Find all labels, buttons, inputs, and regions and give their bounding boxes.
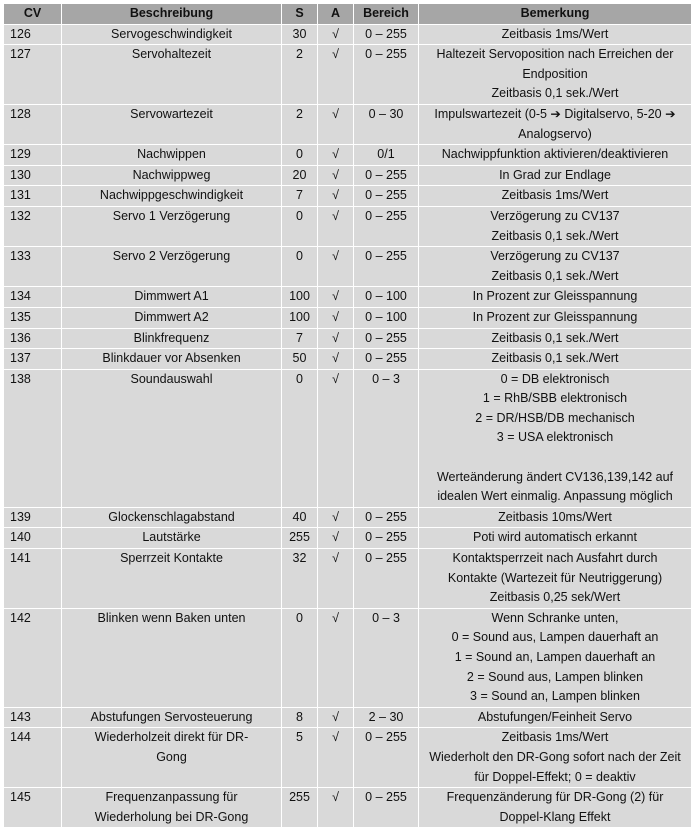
table-row (4, 45, 692, 105)
table-row (4, 349, 692, 370)
cell-a: √ (318, 707, 354, 728)
cell-note-line: Zeitbasis 1ms/Wert (501, 730, 609, 745)
cell-note-line: Impulswartezeit (0-5 ➔ Digitalservo, 5-20 ➔ (434, 106, 676, 121)
cell-description-line: Servo 1 Verzögerung (112, 208, 231, 223)
cell-note-line: Zeitbasis 0,1 sek./Wert (491, 330, 619, 345)
cell-description-line: Abstufungen Servosteuerung (90, 709, 253, 724)
table-row (4, 247, 692, 287)
cell-range: 0 – 255 (354, 247, 419, 287)
table-row (4, 206, 692, 246)
cell-note (419, 349, 692, 370)
cell-range: 0 – 255 (354, 349, 419, 370)
cell-note (419, 707, 692, 728)
cell-range: 0 – 30 (354, 104, 419, 144)
cell-description-line: Blinken wenn Baken unten (97, 610, 246, 625)
cell-cv: 138 (4, 369, 62, 507)
cell-cv: 127 (4, 45, 62, 105)
header-note: Bemerkung (419, 4, 692, 25)
table-row (4, 728, 692, 788)
cell-cv: 145 (4, 788, 62, 828)
cell-range: 0 – 255 (354, 165, 419, 186)
cell-note-line: Zeitbasis 1ms/Wert (501, 188, 609, 203)
cell-description-line: Gong (156, 749, 187, 764)
cell-note (419, 24, 692, 45)
table-row (4, 24, 692, 45)
cell-note (419, 45, 692, 105)
cell-cv: 140 (4, 528, 62, 549)
cell-description-line: Wiederholung bei DR-Gong (94, 809, 249, 824)
cell-range: 0 – 255 (354, 45, 419, 105)
cell-a: √ (318, 45, 354, 105)
cell-s: 0 (282, 247, 318, 287)
table-row (4, 165, 692, 186)
cell-note-line: Zeitbasis 0,1 sek./Wert (491, 228, 619, 243)
cell-cv: 132 (4, 206, 62, 246)
cell-range: 0 – 255 (354, 728, 419, 788)
header-cv: CV (4, 4, 62, 25)
cell-description (62, 349, 282, 370)
cell-range: 0 – 255 (354, 206, 419, 246)
cell-note (419, 307, 692, 328)
header-row (4, 4, 692, 25)
cell-description-line: Blinkdauer vor Absenken (102, 351, 241, 366)
cell-range: 0 – 255 (354, 549, 419, 609)
cell-note-line: 0 = DB elektronisch (500, 371, 610, 386)
cell-s: 0 (282, 608, 318, 707)
cell-s: 5 (282, 728, 318, 788)
cell-note (419, 206, 692, 246)
cell-note (419, 507, 692, 528)
cell-note-line (422, 448, 688, 468)
cell-description-line: Nachwippgeschwindigkeit (99, 188, 244, 203)
table-row (4, 186, 692, 207)
cell-description-line: Servohaltezeit (131, 47, 212, 62)
cell-description (62, 369, 282, 507)
cell-note-line: Verzögerung zu CV137 (490, 208, 620, 223)
cell-a: √ (318, 104, 354, 144)
cell-s: 100 (282, 287, 318, 308)
cell-note-line: Analogservo) (518, 126, 592, 141)
cell-cv: 139 (4, 507, 62, 528)
cell-s: 50 (282, 349, 318, 370)
header-description: Beschreibung (62, 4, 282, 25)
cell-s: 30 (282, 24, 318, 45)
cell-cv: 137 (4, 349, 62, 370)
cell-description-line: Servo 2 Verzögerung (112, 249, 231, 264)
cell-a: √ (318, 369, 354, 507)
cell-note-line: Doppel-Klang Effekt (499, 809, 611, 824)
cell-cv: 126 (4, 24, 62, 45)
header-a: A (318, 4, 354, 25)
cell-cv: 143 (4, 707, 62, 728)
cell-a: √ (318, 206, 354, 246)
cell-note-line: Zeitbasis 0,1 sek./Wert (491, 351, 619, 366)
cell-note-line: Nachwippfunktion aktivieren/deaktivieren (441, 147, 669, 162)
cell-note-line: für Doppel-Effekt; 0 = deaktiv (474, 769, 636, 784)
cell-s: 255 (282, 788, 318, 828)
cell-cv: 130 (4, 165, 62, 186)
cell-note (419, 728, 692, 788)
cell-description-line: Blinkfrequenz (133, 330, 210, 345)
cell-cv: 141 (4, 549, 62, 609)
cell-cv: 136 (4, 328, 62, 349)
cell-a: √ (318, 788, 354, 828)
header-range: Bereich (354, 4, 419, 25)
cell-note (419, 165, 692, 186)
cell-note-line: In Prozent zur Gleisspannung (472, 309, 638, 324)
cell-a: √ (318, 247, 354, 287)
cell-a: √ (318, 287, 354, 308)
cell-a: √ (318, 307, 354, 328)
cell-range: 0 – 100 (354, 287, 419, 308)
cell-s: 0 (282, 206, 318, 246)
cell-note (419, 788, 692, 828)
cell-description (62, 528, 282, 549)
cell-s: 2 (282, 104, 318, 144)
cell-description (62, 549, 282, 609)
cell-cv: 135 (4, 307, 62, 328)
cell-description (62, 307, 282, 328)
cell-range: 0 – 255 (354, 328, 419, 349)
cell-cv: 133 (4, 247, 62, 287)
cell-s: 32 (282, 549, 318, 609)
cell-a: √ (318, 328, 354, 349)
cell-note (419, 608, 692, 707)
cell-description (62, 287, 282, 308)
cell-range: 0/1 (354, 145, 419, 166)
cell-a: √ (318, 549, 354, 609)
cell-cv: 144 (4, 728, 62, 788)
cell-description-line: Dimmwert A2 (134, 309, 209, 324)
table-row (4, 608, 692, 707)
cell-s: 8 (282, 707, 318, 728)
cell-a: √ (318, 507, 354, 528)
cell-description (62, 45, 282, 105)
cell-note-line: In Prozent zur Gleisspannung (472, 289, 638, 304)
table-row (4, 369, 692, 507)
cell-description-line: Dimmwert A1 (134, 289, 209, 304)
cell-note (419, 369, 692, 507)
cell-note-line: Wenn Schranke unten, (491, 610, 619, 625)
cell-description-line: Soundauswahl (130, 371, 213, 386)
cv-table (3, 3, 692, 828)
cell-cv: 134 (4, 287, 62, 308)
cell-note-line: idealen Wert einmalig. Anpassung möglich (437, 489, 673, 504)
cell-cv: 128 (4, 104, 62, 144)
cell-note-line: In Grad zur Endlage (499, 167, 611, 182)
cell-s: 100 (282, 307, 318, 328)
cell-note-line: 3 = USA elektronisch (496, 430, 614, 445)
cell-s: 7 (282, 186, 318, 207)
cell-note (419, 104, 692, 144)
cell-note-line: 2 = DR/HSB/DB mechanisch (475, 410, 635, 425)
cell-note-line: Zeitbasis 10ms/Wert (498, 509, 612, 524)
cell-cv: 142 (4, 608, 62, 707)
cell-note (419, 247, 692, 287)
table-row (4, 145, 692, 166)
table-row (4, 328, 692, 349)
cell-description (62, 206, 282, 246)
cell-note-line: 1 = Sound an, Lampen dauerhaft an (454, 650, 656, 664)
cell-description (62, 165, 282, 186)
cell-description-line: Nachwippen (137, 147, 206, 162)
cell-a: √ (318, 24, 354, 45)
cell-note (419, 186, 692, 207)
cell-s: 20 (282, 165, 318, 186)
cell-description-line: Frequenzanpassung für (105, 790, 238, 805)
cell-s: 2 (282, 45, 318, 105)
cell-note (419, 549, 692, 609)
cell-description-line: Servowartezeit (130, 106, 213, 121)
table-row (4, 104, 692, 144)
cell-description-line: Lautstärke (142, 530, 201, 545)
cell-cv: 129 (4, 145, 62, 166)
cell-s: 255 (282, 528, 318, 549)
cell-range: 0 – 3 (354, 369, 419, 507)
cell-note-line: Kontakte (Wartezeit für Neutriggerung) (447, 570, 663, 585)
cell-s: 0 (282, 369, 318, 507)
cell-note-line: Werteänderung ändert CV136,139,142 auf (436, 469, 674, 484)
cell-note-line: Endposition (522, 66, 588, 81)
cell-range: 0 – 255 (354, 528, 419, 549)
cell-cv: 131 (4, 186, 62, 207)
cell-s: 40 (282, 507, 318, 528)
cell-range: 0 – 3 (354, 608, 419, 707)
cell-a: √ (318, 608, 354, 707)
cell-description (62, 328, 282, 349)
cell-description (62, 728, 282, 788)
cell-description (62, 104, 282, 144)
cv-table-body (4, 24, 692, 828)
cell-range: 0 – 255 (354, 24, 419, 45)
cell-description (62, 247, 282, 287)
cell-a: √ (318, 728, 354, 788)
cell-note-line: 2 = Sound aus, Lampen blinken (466, 669, 644, 684)
cell-range: 0 – 255 (354, 788, 419, 828)
cell-a: √ (318, 186, 354, 207)
cell-description-line: Servogeschwindigkeit (111, 26, 232, 41)
cell-description-line: Glockenschlagabstand (108, 509, 235, 524)
cell-a: √ (318, 349, 354, 370)
table-row (4, 528, 692, 549)
cell-note (419, 328, 692, 349)
table-row (4, 788, 692, 828)
cell-note-line: Zeitbasis 0,1 sek./Wert (491, 86, 619, 101)
table-row (4, 549, 692, 609)
cell-note-line: Zeitbasis 0,1 sek./Wert (491, 268, 619, 283)
cell-description (62, 608, 282, 707)
header-s: S (282, 4, 318, 25)
cell-note (419, 287, 692, 308)
cell-description-line: Nachwippweg (132, 167, 211, 182)
cell-description (62, 24, 282, 45)
cell-range: 2 – 30 (354, 707, 419, 728)
cell-a: √ (318, 145, 354, 166)
cell-note-line: Zeitbasis 1ms/Wert (501, 26, 609, 41)
cell-description (62, 707, 282, 728)
cell-note-line: Frequenzänderung für DR-Gong (2) für (446, 790, 664, 805)
cell-note-line: Abstufungen/Feinheit Servo (477, 709, 633, 724)
cell-note-line: Poti wird automatisch erkannt (473, 530, 637, 545)
cell-note-line: Verzögerung zu CV137 (490, 249, 620, 264)
cell-note-line: 3 = Sound an, Lampen blinken (470, 689, 640, 704)
cell-description (62, 145, 282, 166)
cell-s: 7 (282, 328, 318, 349)
table-row (4, 287, 692, 308)
cell-description (62, 788, 282, 828)
cell-note-line: 1 = RhB/SBB elektronisch (482, 391, 628, 406)
cell-note-line: Wiederholt den DR-Gong sofort nach der Zeit (429, 749, 681, 764)
cell-note-line: Zeitbasis 0,25 sek/Wert (489, 590, 621, 605)
cell-note (419, 528, 692, 549)
table-row (4, 507, 692, 528)
cell-range: 0 – 255 (354, 507, 419, 528)
cell-description (62, 186, 282, 207)
cell-description-line: Sperrzeit Kontakte (120, 551, 223, 566)
cell-note (419, 145, 692, 166)
cell-s: 0 (282, 145, 318, 166)
cell-description-line: Wiederholzeit direkt für DR- (94, 730, 249, 745)
cell-range: 0 – 100 (354, 307, 419, 328)
cell-note-line: Haltezeit Servoposition nach Erreichen der (436, 47, 674, 62)
cell-a: √ (318, 165, 354, 186)
cell-description (62, 507, 282, 528)
cell-note-line: Kontaktsperrzeit nach Ausfahrt durch (452, 551, 658, 566)
table-row (4, 707, 692, 728)
cell-note-line: 0 = Sound aus, Lampen dauerhaft an (451, 630, 659, 645)
cell-range: 0 – 255 (354, 186, 419, 207)
cell-a: √ (318, 528, 354, 549)
table-row (4, 307, 692, 328)
